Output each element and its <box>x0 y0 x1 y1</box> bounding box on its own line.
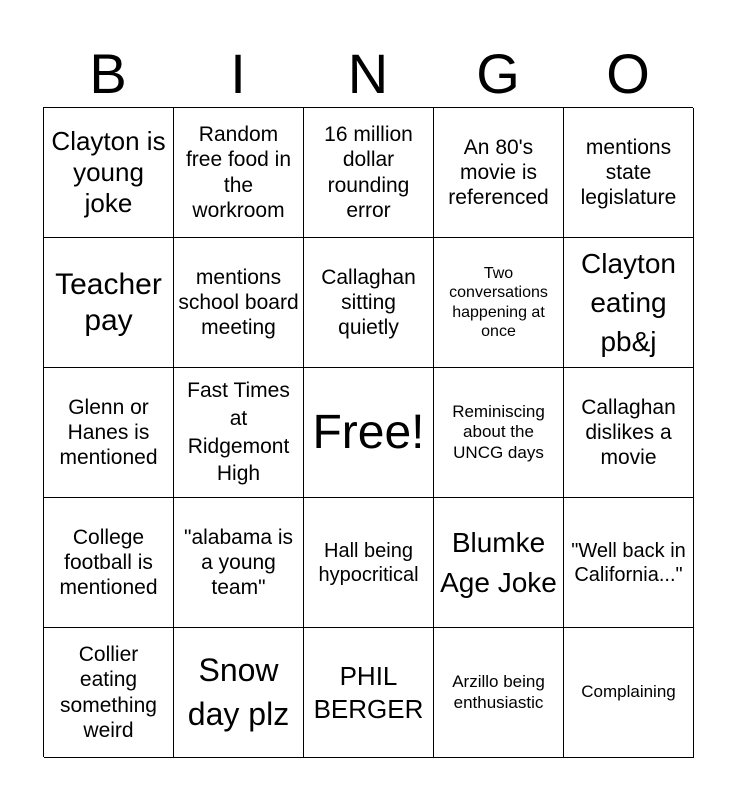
header-letter-n: N <box>347 42 389 105</box>
bingo-cell[interactable] <box>564 368 694 498</box>
bingo-cell[interactable] <box>434 368 564 498</box>
bingo-cell[interactable] <box>44 368 174 498</box>
cell-text: mentions school board meeting <box>178 265 299 340</box>
cell-text: Clayton is young joke <box>51 125 166 219</box>
cell-text: College football is mentioned <box>59 525 158 600</box>
cell-text: Teacher pay <box>55 267 162 337</box>
cell-text: Two conversations happening at once <box>449 265 548 340</box>
cell-text: Reminiscing about the UNCG days <box>452 401 545 462</box>
cell-text: Hall being hypocritical <box>318 539 419 586</box>
header-letter-o: O <box>606 42 650 105</box>
header-letter-g: G <box>476 42 520 105</box>
cell-text: Blumke Age Joke <box>440 527 557 598</box>
bingo-cell[interactable] <box>174 368 304 498</box>
bingo-cell[interactable] <box>434 498 564 628</box>
bingo-cell[interactable] <box>44 498 174 628</box>
bingo-cell[interactable] <box>304 238 434 368</box>
bingo-cell[interactable] <box>174 108 304 238</box>
cell-text: Fast Times at Ridgemont High <box>187 379 290 486</box>
bingo-cell[interactable] <box>434 628 564 758</box>
bingo-cell[interactable] <box>434 238 564 368</box>
cell-text: Glenn or Hanes is mentioned <box>59 395 158 470</box>
bingo-cell[interactable] <box>304 498 434 628</box>
bingo-grid <box>43 107 693 757</box>
header-letter-i: I <box>230 42 246 105</box>
cell-text: 16 million dollar rounding error <box>324 123 413 222</box>
cell-text: An 80's movie is referenced <box>448 135 549 210</box>
cell-text: Random free food in the workroom <box>185 123 292 222</box>
cell-text: Free! <box>312 405 425 459</box>
cell-text: Callaghan sitting quietly <box>321 265 416 340</box>
bingo-cell[interactable] <box>174 628 304 758</box>
bingo-cell[interactable] <box>304 628 434 758</box>
bingo-cell[interactable] <box>174 238 304 368</box>
cell-text: "Well back in California..." <box>571 539 686 586</box>
cell-text: PHIL BERGER <box>313 661 424 724</box>
cell-text: Clayton eating pb&j <box>581 247 676 358</box>
cell-text: Callaghan dislikes a movie <box>581 395 676 470</box>
bingo-cell[interactable] <box>434 108 564 238</box>
header-letter-b: B <box>89 42 127 105</box>
cell-text: Snow day plz <box>187 652 290 732</box>
bingo-header <box>43 40 693 108</box>
bingo-cell[interactable] <box>174 498 304 628</box>
cell-text: "alabama is a young team" <box>183 525 293 600</box>
cell-text: mentions state legislature <box>580 135 677 210</box>
bingo-cell[interactable] <box>44 238 174 368</box>
cell-text: Complaining <box>581 682 676 702</box>
bingo-cell[interactable] <box>304 108 434 238</box>
bingo-cell[interactable] <box>44 108 174 238</box>
bingo-cell[interactable] <box>44 628 174 758</box>
bingo-cell[interactable] <box>304 368 434 498</box>
bingo-cell[interactable] <box>564 108 694 238</box>
cell-text: Arzillo being enthusiastic <box>452 672 545 712</box>
bingo-cell[interactable] <box>564 238 694 368</box>
cell-text: Collier eating something weird <box>60 643 157 742</box>
bingo-cell[interactable] <box>564 628 694 758</box>
bingo-cell[interactable] <box>564 498 694 628</box>
